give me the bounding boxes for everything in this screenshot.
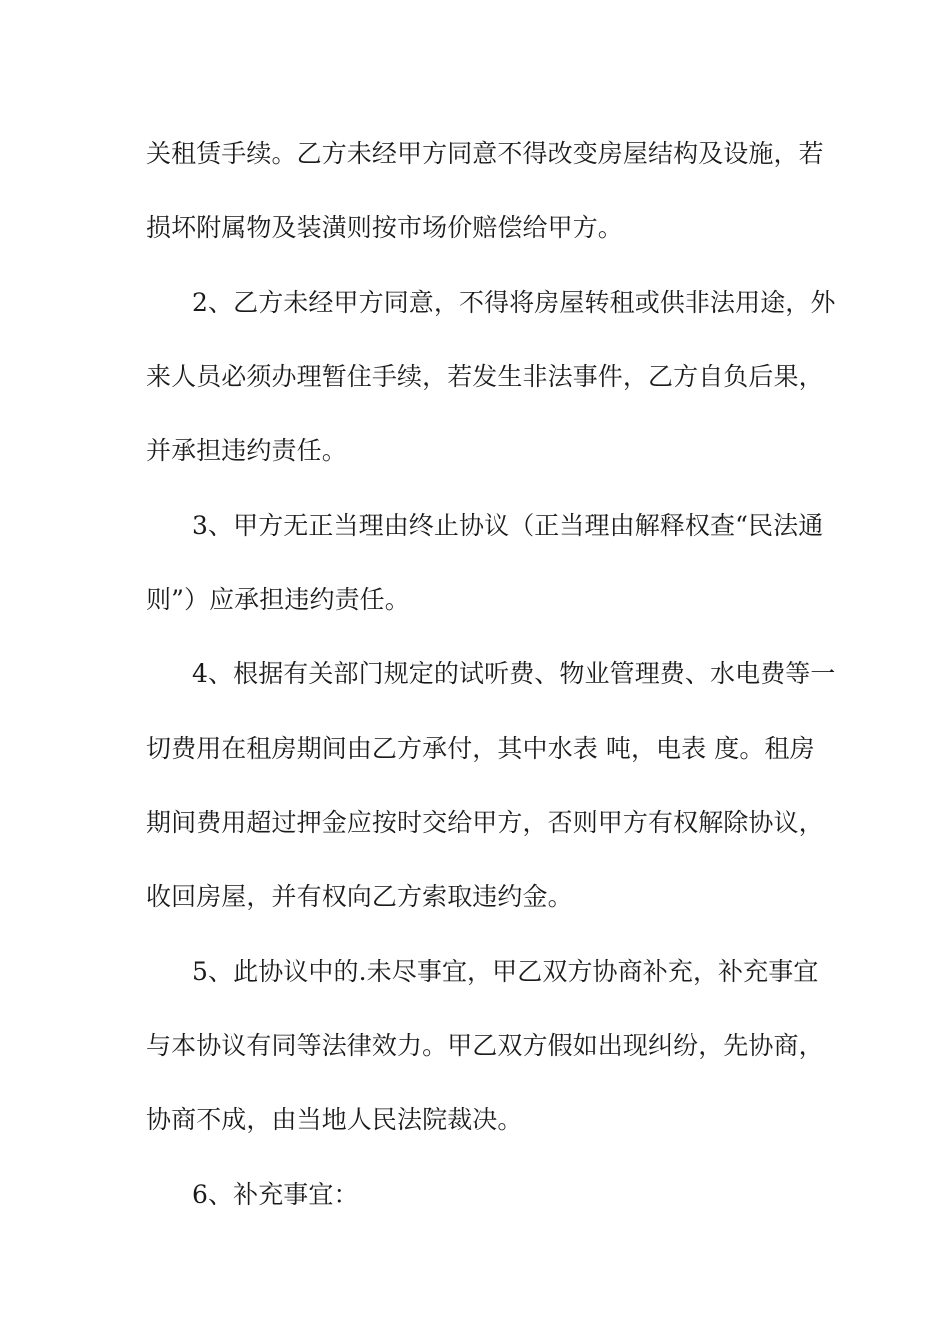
clause-5-line-2: 与本协议有同等法律效力。甲乙双方假如出现纠纷，先协商， <box>146 1031 824 1060</box>
clause-4-line-4: 收回房屋，并有权向乙方索取违约金。 <box>146 882 573 911</box>
clause-2-line-1: 2、乙方未经甲方同意，不得将房屋转租或供非法用途，外 <box>192 288 836 317</box>
clause-5-line-1: 5、此协议中的.未尽事宜，甲乙双方协商补充，补充事宜 <box>192 957 819 986</box>
clause-2-line-2: 来人员必须办理暂住手续，若发生非法事件，乙方自负后果， <box>146 362 824 391</box>
clause-5-line-3: 协商不成，由当地人民法院裁决。 <box>146 1105 523 1134</box>
clause-3-line-1: 3、甲方无正当理由终止协议（正当理由解释权查“民法通 <box>192 511 824 540</box>
clause-3-line-2: 则”）应承担违约责任。 <box>146 585 410 614</box>
text-line-1: 关租赁手续。乙方未经甲方同意不得改变房屋结构及设施，若 <box>146 139 824 168</box>
clause-4-line-1: 4、根据有关部门规定的试听费、物业管理费、水电费等一 <box>192 659 836 688</box>
text-line-2: 损坏附属物及装潢则按市场价赔偿给甲方。 <box>146 213 623 242</box>
clause-4-line-3: 期间费用超过押金应按时交给甲方，否则甲方有权解除协议， <box>146 808 824 837</box>
clause-6-line-1: 6、补充事宜： <box>192 1180 359 1209</box>
clause-4-line-2: 切费用在租房期间由乙方承付，其中水表 吨，电表 度。租房 <box>146 734 815 763</box>
clause-2-line-3: 并承担违约责任。 <box>146 436 347 465</box>
